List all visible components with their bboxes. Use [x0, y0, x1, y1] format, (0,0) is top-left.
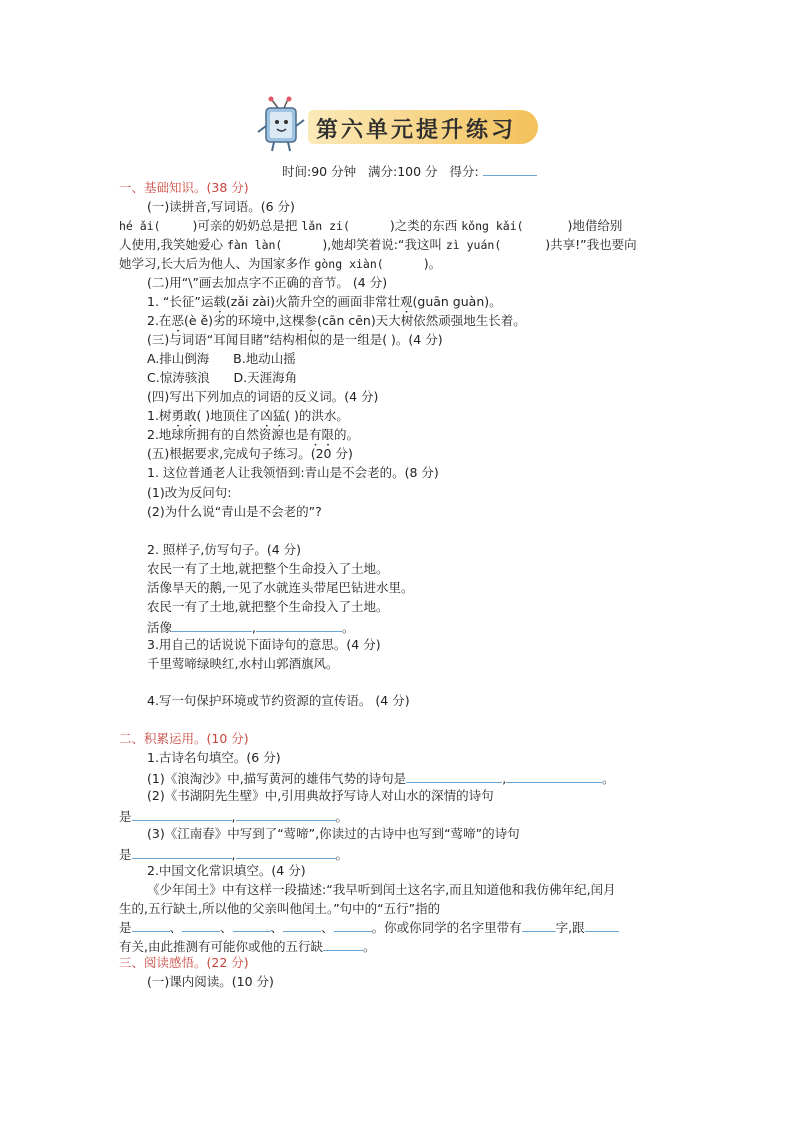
- full-score-label: 满分:100 分: [368, 164, 438, 179]
- option-b[interactable]: B.地动山摇: [233, 351, 296, 366]
- answer-blank[interactable]: [236, 844, 336, 859]
- option-d[interactable]: D.天涯海角: [233, 370, 298, 385]
- q2-text: 1. “长征”运: [147, 294, 214, 309]
- s2-q1-2: (2)《书湖阴先生壁》中,引用典故抒写诗人对山水的深情的诗句: [147, 788, 494, 803]
- q5-1: 1. 这位普通老人让我领悟到:青山是不会老的。(8 分): [147, 465, 439, 480]
- answer-blank[interactable]: [522, 917, 556, 932]
- score-label: 得分:: [449, 164, 479, 179]
- exam-info: [282, 161, 537, 181]
- answer-blank[interactable]: [172, 617, 252, 632]
- answer-blank[interactable]: [132, 917, 170, 932]
- s2-q1-1: (1)《浪淘沙》中,描写黄河的雄伟气势的诗句是 , 。: [147, 768, 615, 788]
- q4-text: 1.树: [147, 408, 172, 423]
- answer-blank[interactable]: [323, 936, 363, 951]
- answer-blank[interactable]: [406, 768, 502, 783]
- q1-text: )之类的东西: [389, 218, 462, 233]
- answer-blank[interactable]: [283, 917, 321, 932]
- answer-blank[interactable]: [132, 844, 232, 859]
- q5-2d: 活像 , 。: [147, 617, 355, 637]
- answer-blank[interactable]: [132, 806, 232, 821]
- q5-3: 3.用自己的话说说下面诗句的意思。(4 分): [147, 637, 381, 652]
- q1-text: ),她却笑着说:“我这叫: [322, 237, 446, 252]
- pinyin-lan-zi: lǎn zi(: [301, 219, 350, 233]
- q5-2a: 农民一有了土地,就把整个生命投入了土地。: [147, 561, 389, 576]
- section-2-points: (10 分): [206, 731, 249, 746]
- title-banner: [250, 96, 540, 156]
- s2-q2-text: 有关,由此推测有可能你或他的五行缺: [119, 939, 323, 954]
- option-c[interactable]: C.惊涛骇浪: [147, 370, 210, 385]
- q5-title: (五)根据要求,完成句子练习。(20 分): [147, 446, 353, 461]
- dotted-word: 有限: [308, 427, 334, 442]
- q2-text: 2.在: [147, 313, 172, 328]
- pinyin-kong-kai: kǒng kǎi(: [461, 219, 524, 233]
- q4-text: 2.地球所拥有的自然资源也是: [147, 427, 309, 442]
- section-1-heading: [119, 179, 249, 197]
- pinyin-he-ai: hé ǎi(: [119, 219, 161, 233]
- pinyin-zi-yuan: zì yuán(: [445, 238, 502, 252]
- s2-q1-2b-text: 是: [119, 809, 132, 824]
- q1-line-2: [119, 236, 637, 254]
- time-label: 时间:90 分钟: [282, 164, 357, 179]
- dotted-char: 观: [400, 294, 413, 309]
- section-1-title: 一、基础知识。: [119, 180, 207, 195]
- page-title: 第六单元提升练习: [316, 117, 517, 143]
- q4-text[interactable]: ( )地顶住了: [196, 408, 261, 423]
- q3-options-row-2: [147, 369, 297, 387]
- section-1-points: (38 分): [206, 180, 249, 195]
- s2-q1-1-text: (1)《浪淘沙》中,描写黄河的雄伟气势的诗句是: [147, 771, 407, 786]
- q5-2: 2. 照样子,仿写句子。(4 分): [147, 542, 302, 557]
- q1-line-1: [119, 217, 622, 235]
- s2-q2-text: 。: [362, 939, 376, 954]
- q1-text: )。: [423, 256, 442, 271]
- s2-q2-text: 字,跟: [555, 920, 585, 935]
- q5-1b: (2)为什么说“青山是不会老的”?: [147, 504, 322, 519]
- q2-options[interactable]: (guān guàn)。: [412, 294, 502, 309]
- dotted-word: 勇敢: [171, 408, 197, 423]
- s2-q1-3b-text: 是: [119, 847, 132, 862]
- q1-line-3: [119, 255, 441, 273]
- q5-2d-text: 活像: [147, 620, 173, 635]
- q1-text: 她学习,长大后为他人、为国家多作: [119, 256, 315, 271]
- section-3-points: (22 分): [206, 955, 249, 970]
- q1-text: )共享!”我也要向: [545, 237, 637, 252]
- answer-blank[interactable]: [233, 917, 271, 932]
- score-blank[interactable]: [483, 161, 537, 176]
- pinyin-gong-xian: gòng xiàn(: [314, 257, 384, 271]
- q2-options[interactable]: (cān cēn)天大树依然顽强地生长着。: [317, 313, 526, 328]
- q3-title: (三)与词语“耳闻目睹”结构相似的是一组是( )。(4 分): [147, 332, 443, 347]
- answer-blank[interactable]: [334, 917, 372, 932]
- q3-options-row-1: [147, 350, 296, 368]
- s2-q1-2b: 是 , 。: [119, 806, 348, 826]
- answer-blank[interactable]: [182, 917, 220, 932]
- q2-options[interactable]: (zǎi zài)火箭升空的画面非常壮: [225, 294, 400, 309]
- s2-q1-3b: 是 , 。: [119, 844, 348, 864]
- section-3-heading: [119, 954, 249, 972]
- s2-q1-3: (3)《江南春》中写到了“莺啼”,你读过的古诗中也写到“莺啼”的诗句: [147, 826, 520, 841]
- s2-q2-line-2: 生的,五行缺土,所以他的父亲叫他闰土。”句中的“五行”指的: [119, 901, 441, 916]
- section-2-title: 二、积累运用。: [119, 731, 207, 746]
- s2-q2-line-4: [119, 936, 376, 956]
- s2-q2-text: 。你或你同学的名字里带有: [371, 920, 522, 935]
- s2-q1: 1.古诗名句填空。(6 分): [147, 750, 281, 765]
- q2-options[interactable]: (è ě)劣的环境中,这棵: [183, 313, 305, 328]
- answer-blank[interactable]: [506, 768, 602, 783]
- dotted-word: 凶猛: [260, 408, 286, 423]
- q4-text: 的。: [333, 427, 359, 442]
- q5-2b: 活像旱天的鹅,一见了水就连头带尾巴钻进水里。: [147, 580, 414, 595]
- option-a[interactable]: A.排山倒海: [147, 351, 210, 366]
- q5-4: 4.写一句保护环境或节约资源的宣传语。 (4 分): [147, 693, 410, 708]
- q5-2c: 农民一有了土地,就把整个生命投入了土地。: [147, 599, 389, 614]
- q1-title: (一)读拼音,写词语。(6 分): [147, 199, 295, 214]
- q4-title: (四)写出下列加点的词语的反义词。(4 分): [147, 389, 379, 404]
- q2-title: (二)用“\”画去加点字不正确的音节。 (4 分): [147, 275, 388, 290]
- answer-blank[interactable]: [236, 806, 336, 821]
- s2-q2-line-1: 《少年闰土》中有这样一段描述:“我早听到闰土这名字,而且知道他和我仿佛年纪,闰月: [147, 882, 616, 897]
- dotted-char: 恶: [171, 313, 184, 328]
- pinyin-fan-lan: fàn làn(: [226, 238, 283, 252]
- q5-3a: 千里莺啼绿映红,水村山郭酒旗风。: [147, 656, 339, 671]
- s2-q2: 2.中国文化常识填空。(4 分): [147, 863, 306, 878]
- s3-sub-1: (一)课内阅读。(10 分): [147, 974, 274, 989]
- answer-blank[interactable]: [585, 917, 619, 932]
- s2-q2-text: 是: [119, 920, 132, 935]
- section-2-heading: [119, 730, 249, 748]
- dotted-char: 载: [213, 294, 226, 309]
- q1-text: )地借给别: [567, 218, 623, 233]
- q1-text: )可亲的奶奶总是把: [192, 218, 302, 233]
- q5-1a: (1)改为反问句:: [147, 485, 232, 500]
- q4-text[interactable]: ( )的洪水。: [285, 408, 349, 423]
- q1-text: 人使用,我笑她爱心: [119, 237, 227, 252]
- section-3-title: 三、阅读感悟。: [119, 955, 207, 970]
- answer-blank[interactable]: [256, 617, 342, 632]
- dotted-char: 参: [304, 313, 318, 328]
- book-mascot-icon: [254, 96, 310, 154]
- s2-q2-line-3: 是 、 、 、 、 。你或你同学的名字里带有 字,跟: [119, 917, 619, 937]
